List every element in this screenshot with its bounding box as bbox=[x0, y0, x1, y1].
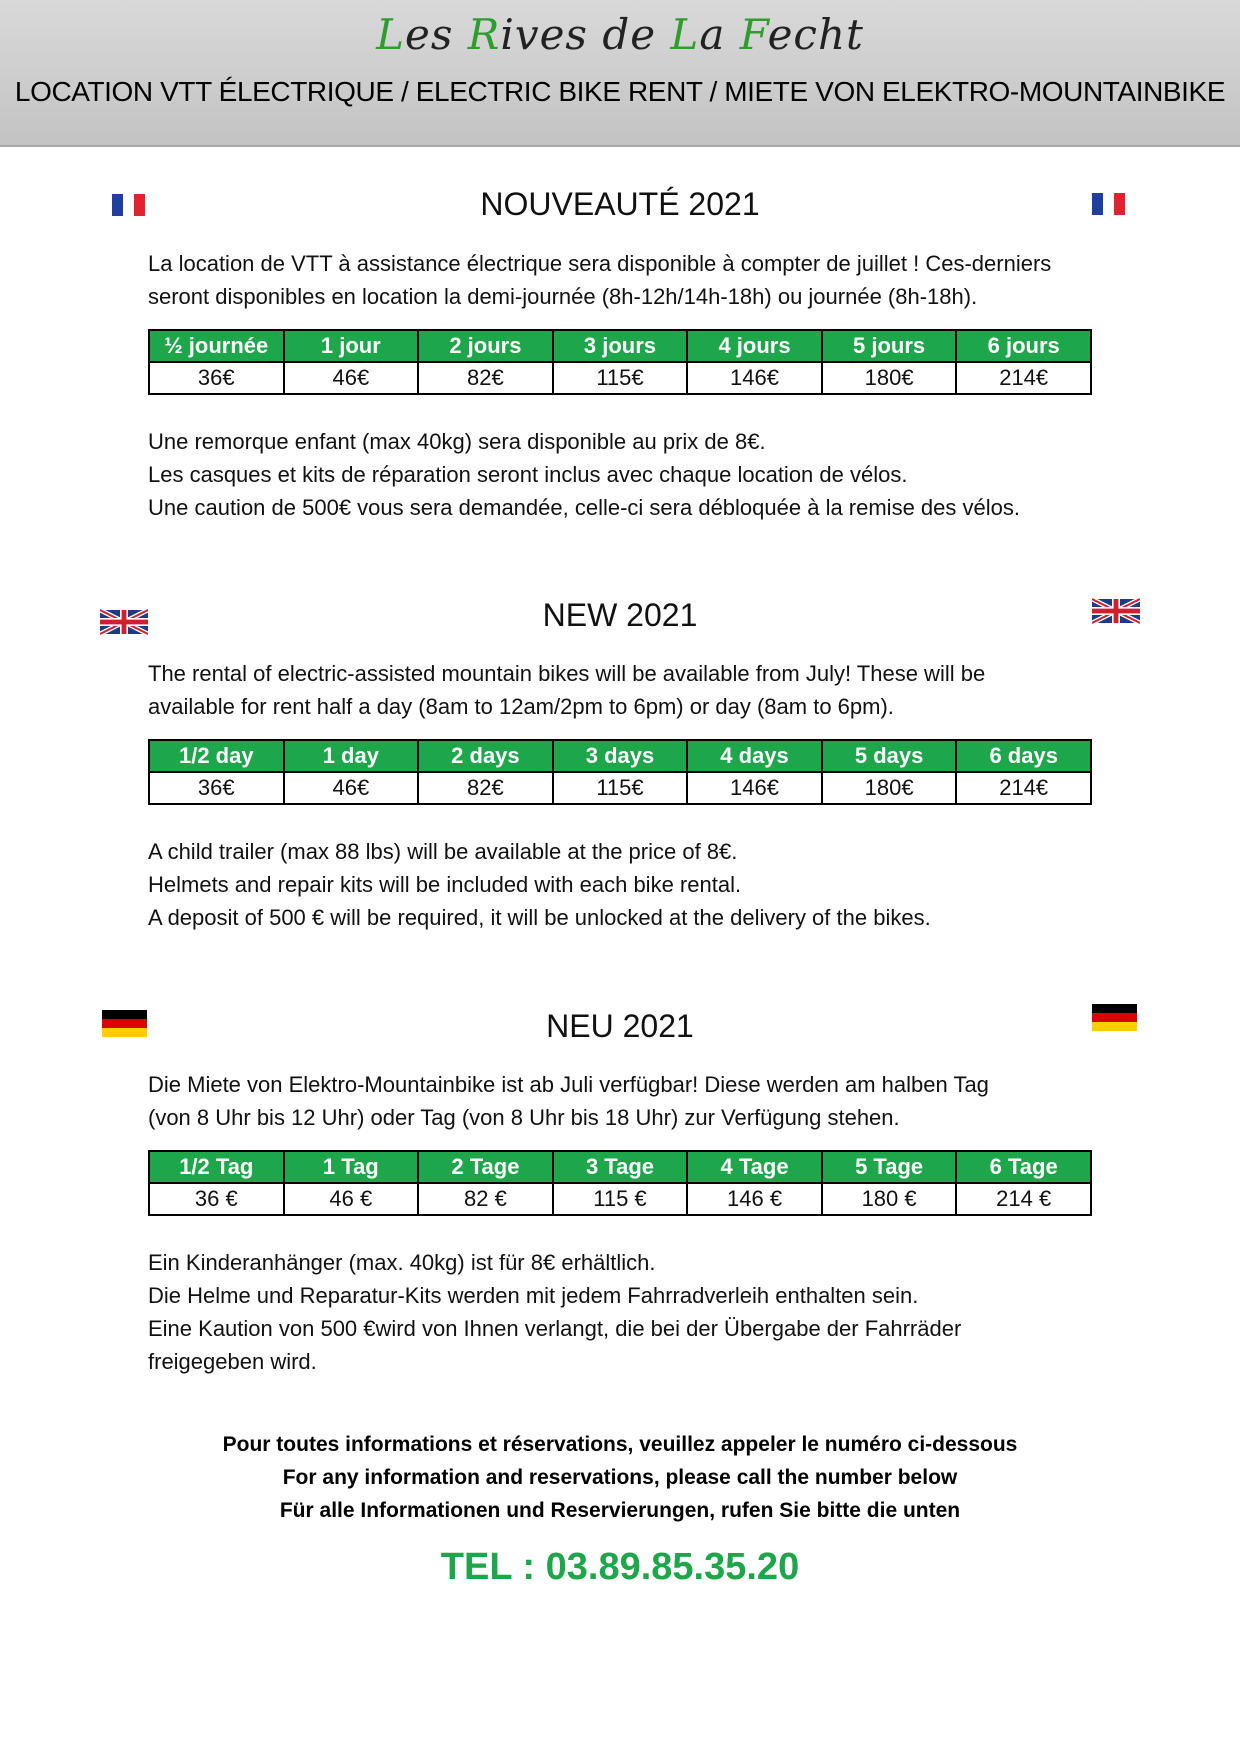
price-cell: 36€ bbox=[149, 772, 284, 804]
price-cell: 115 € bbox=[553, 1183, 688, 1215]
price-cell: 115€ bbox=[553, 772, 688, 804]
duration-header: 5 days bbox=[822, 740, 957, 772]
brand-title bbox=[0, 10, 1240, 59]
section-title: NOUVEAUTÉ 2021 bbox=[480, 186, 760, 222]
price-cell: 146€ bbox=[687, 772, 822, 804]
duration-header: 4 days bbox=[687, 740, 822, 772]
duration-header: 5 jours bbox=[822, 330, 957, 362]
note-line: A child trailer (max 88 lbs) will be available at the price of 8€. bbox=[148, 839, 738, 864]
phone-number[interactable]: TEL : 03.89.85.35.20 bbox=[440, 1546, 800, 1588]
price-cell: 46 € bbox=[284, 1183, 419, 1215]
duration-header: 4 jours bbox=[687, 330, 822, 362]
contact-block bbox=[0, 1428, 1240, 1527]
contact-line: For any information and reservations, please call the number below bbox=[282, 1466, 958, 1489]
intro-line: The rental of electric-assisted mountain bikes will be available from July! These will be bbox=[148, 661, 986, 686]
brand-part: R bbox=[467, 10, 501, 59]
duration-header: 3 days bbox=[553, 740, 688, 772]
duration-header: 4 Tage bbox=[687, 1151, 822, 1183]
section-title: NEU 2021 bbox=[546, 1008, 694, 1044]
duration-header: 1/2 Tag bbox=[149, 1151, 284, 1183]
intro-line: (von 8 Uhr bis 12 Uhr) oder Tag (von 8 Uhr bis 18 Uhr) zur Verfügung stehen. bbox=[148, 1105, 900, 1130]
note-line: Une caution de 500€ vous sera demandée, celle-ci sera débloquée à la remise des vélos. bbox=[148, 495, 1020, 520]
section-notes bbox=[148, 835, 1108, 934]
duration-header: 6 days bbox=[956, 740, 1091, 772]
section-intro bbox=[148, 247, 1108, 313]
price-table-header-row bbox=[149, 1151, 1091, 1183]
intro-line: Die Miete von Elektro-Mountainbike ist ab Juli verfügbar! Diese werden am halben Tag bbox=[148, 1072, 989, 1097]
price-cell: 180 € bbox=[822, 1183, 957, 1215]
price-cell: 46€ bbox=[284, 362, 419, 394]
intro-line: seront disponibles en location la demi-journée (8h-12h/14h-18h) ou journée (8h-18h). bbox=[148, 284, 978, 309]
intro-line: available for rent half a day (8am to 12am/2pm to 6pm) or day (8am to 6pm). bbox=[148, 694, 894, 719]
price-table-row bbox=[149, 1183, 1091, 1215]
brand-part: L bbox=[670, 10, 700, 59]
page-header bbox=[0, 0, 1240, 147]
note-line: freigegeben wird. bbox=[148, 1349, 317, 1374]
brand-part: a bbox=[699, 10, 740, 59]
section-intro bbox=[148, 1068, 1108, 1134]
price-table-row bbox=[149, 362, 1091, 394]
duration-header: 5 Tage bbox=[822, 1151, 957, 1183]
duration-header: 3 Tage bbox=[553, 1151, 688, 1183]
brand-part: ives de bbox=[500, 10, 671, 59]
price-cell: 214 € bbox=[956, 1183, 1091, 1215]
note-line: Les casques et kits de réparation seront inclus avec chaque location de vélos. bbox=[148, 462, 908, 487]
price-table bbox=[148, 1150, 1092, 1216]
price-cell: 46€ bbox=[284, 772, 419, 804]
note-line: Die Helme und Reparatur-Kits werden mit jedem Fahrradverleih enthalten sein. bbox=[148, 1283, 919, 1308]
duration-header: 1/2 day bbox=[149, 740, 284, 772]
price-cell: 146 € bbox=[687, 1183, 822, 1215]
duration-header: 2 Tage bbox=[418, 1151, 553, 1183]
section-title: NEW 2021 bbox=[542, 597, 698, 633]
price-table bbox=[148, 739, 1092, 805]
price-cell: 214€ bbox=[956, 772, 1091, 804]
duration-header: 2 days bbox=[418, 740, 553, 772]
price-table-row bbox=[149, 772, 1091, 804]
price-table bbox=[148, 329, 1092, 395]
price-cell: 36€ bbox=[149, 362, 284, 394]
duration-header: 1 Tag bbox=[284, 1151, 419, 1183]
price-table-header-row bbox=[149, 330, 1091, 362]
intro-line: La location de VTT à assistance électrique sera disponible à compter de juillet ! Ces-derniers bbox=[148, 251, 1052, 276]
note-line: A deposit of 500 € will be required, it will be unlocked at the delivery of the bikes. bbox=[148, 905, 931, 930]
price-cell: 146€ bbox=[687, 362, 822, 394]
price-cell: 180€ bbox=[822, 772, 957, 804]
note-line: Helmets and repair kits will be included with each bike rental. bbox=[148, 872, 742, 897]
page-subtitle: LOCATION VTT ÉLECTRIQUE / ELECTRIC BIKE RENT / MIETE VON ELEKTRO-MOUNTAINBIKE bbox=[14, 76, 1226, 107]
contact-line: Pour toutes informations et réservations, veuillez appeler le numéro ci-dessous bbox=[222, 1433, 1018, 1456]
section-intro bbox=[148, 657, 1108, 723]
note-line: Une remorque enfant (max 40kg) sera disponible au prix de 8€. bbox=[148, 429, 766, 454]
brand-part: F bbox=[739, 10, 768, 59]
duration-header: 2 jours bbox=[418, 330, 553, 362]
duration-header: 3 jours bbox=[553, 330, 688, 362]
brand-part: es bbox=[405, 10, 468, 59]
duration-header: 6 jours bbox=[956, 330, 1091, 362]
contact-line: Für alle Informationen und Reservierungen, rufen Sie bitte die unten bbox=[279, 1499, 961, 1522]
brand-part: L bbox=[376, 10, 406, 59]
section-notes bbox=[148, 1246, 1108, 1378]
price-cell: 115€ bbox=[553, 362, 688, 394]
note-line: Ein Kinderanhänger (max. 40kg) ist für 8€ erhältlich. bbox=[148, 1250, 656, 1275]
price-cell: 180€ bbox=[822, 362, 957, 394]
price-table-header-row bbox=[149, 740, 1091, 772]
section-notes bbox=[148, 425, 1108, 524]
duration-header: ½ journée bbox=[149, 330, 284, 362]
note-line: Eine Kaution von 500 €wird von Ihnen verlangt, die bei der Übergabe der Fahrräder bbox=[148, 1316, 962, 1341]
duration-header: 1 day bbox=[284, 740, 419, 772]
price-cell: 214€ bbox=[956, 362, 1091, 394]
brand-part: echt bbox=[767, 10, 864, 59]
price-cell: 82€ bbox=[418, 772, 553, 804]
price-cell: 82€ bbox=[418, 362, 553, 394]
price-cell: 36 € bbox=[149, 1183, 284, 1215]
price-cell: 82 € bbox=[418, 1183, 553, 1215]
duration-header: 6 Tage bbox=[956, 1151, 1091, 1183]
duration-header: 1 jour bbox=[284, 330, 419, 362]
